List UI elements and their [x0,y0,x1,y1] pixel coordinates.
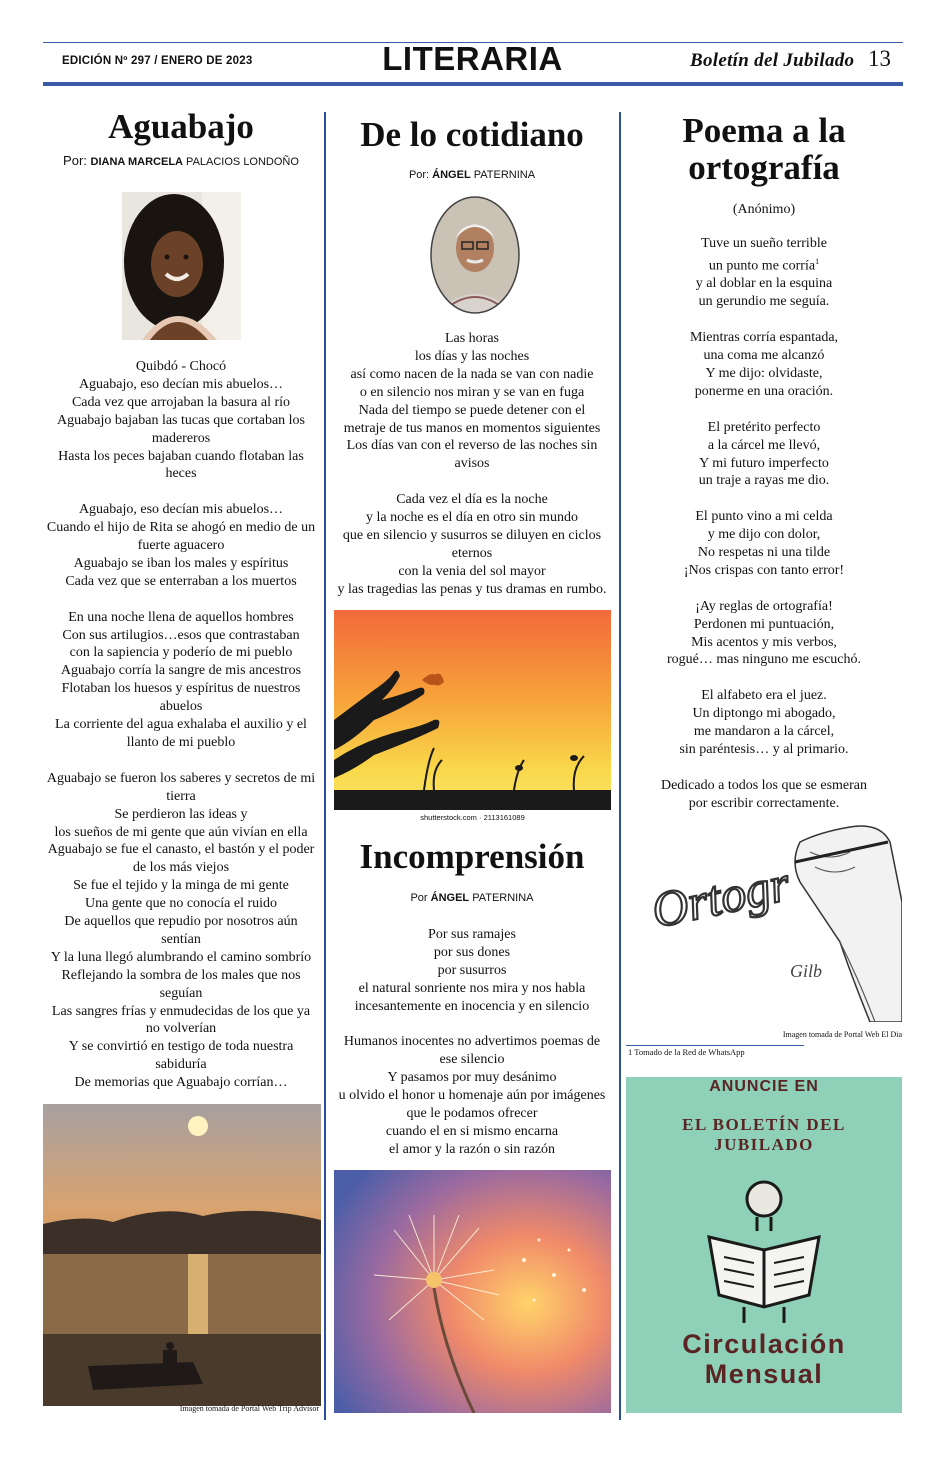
article-title-line2: ortografía [688,148,840,187]
poem-line: Tuve un sueño terrible [701,236,827,251]
article-title: De lo cotidiano [360,115,584,154]
page-number: 13 [868,46,891,71]
article-title: Incomprensión [359,837,585,876]
poem-line: El punto vino a mi celda [695,509,833,525]
poem-line: Dedicado a todos los que se esmeran [660,777,868,793]
ad-line3: JUBILADO [714,1135,814,1154]
poem-line: tierra [166,788,196,804]
poem-line: No respetas ni una tilde [697,545,831,561]
poem-line: no volverían [145,1021,217,1037]
poem-line: sentían [161,931,201,947]
poem-line: Cada vez que se enterraban a los muertos [65,573,297,589]
poem-line: Humanos inocentes no advertimos poemas de [343,1034,601,1050]
poem-line: fuerte aguacero [137,538,225,554]
poem-line: Aguabajo se fue el canasto, el bastón y el poder [47,842,315,858]
poem-line: cuando el en si mismo encarna [385,1123,559,1139]
poem-line: Mientras corría espantada, [689,330,839,346]
poem-line: Un diptongo mi abogado, [692,706,836,722]
poem-line: abuelos [159,699,203,715]
poem-line: un punto me corría$^1$ [708,256,820,274]
poem-line: Aguabajo, eso decían mis abuelos… [78,376,284,392]
stanza-gap [626,759,902,777]
ad-line5: Mensual [704,1359,824,1389]
poem-line: seguían [159,985,203,1001]
poem-line: Y mi futuro imperfecto [699,455,829,471]
stanza-gap [626,401,902,419]
article-incomprension [334,838,610,904]
poem-line: Perdonen mi puntuación, [693,616,835,632]
poem-line: Las horas [444,331,500,346]
stanza-gap [626,490,902,508]
stanza-gap [43,483,319,501]
article-author: (Anónimo) [732,202,796,217]
article-title: Aguabajo [108,107,254,146]
poem-line: heces [165,466,197,482]
ad-boletin[interactable] [626,1077,902,1413]
byline: Por: ÁNGEL PATERNINA [408,169,536,181]
poem-line: los sueños de mi gente que aún vivían en ella [54,824,308,840]
ad-line1: ANUNCIE EN [709,1078,819,1095]
poem-line: por susurros [437,962,507,978]
poem-line: Se fue el tejido y la minga de mi gente [73,878,289,894]
poem-line: rogué… mas ninguno me escuchó. [666,652,861,668]
image-caption: Imagen tomada de Portal Web El Dia [782,1030,902,1039]
stanza-gap [43,591,319,609]
poem-line: los días y las noches [414,348,530,364]
poem-line: Con sus artilugios…esos que contrastaban [62,627,300,643]
poem-line: a la cárcel me llevó, [707,437,821,453]
poem-line: eternos [451,545,493,561]
poem-line: el amor y la razón o sin razón [389,1141,555,1157]
sunset-river-photo [43,1104,321,1406]
poem-line: y al doblar en la esquina [695,276,833,292]
article-de-lo-cotidiano [334,116,610,181]
poem-line: de los más viejos [132,860,230,876]
column-divider [324,112,326,1420]
poem-line: metraje de tus manos en momentos siguientes [343,420,601,436]
poem-line: y me dijo con dolor, [707,527,821,543]
poem-aguabajo [43,358,319,1092]
byline: Por ÁNGEL PATERNINA [410,892,534,904]
poem-line: Se perdieron las ideas y [114,806,248,822]
poem-line: Aguabajo, eso decían mis abuelos… [78,502,284,518]
poem-line: un traje a rayas me dio. [698,473,830,489]
poem-line: En una noche llena de aquellos hombres [68,609,294,625]
poem-line: incesantemente en inocencia y en silencio [354,998,590,1014]
stanza-gap [626,669,902,687]
poem-line: sin paréntesis… y al primario. [679,741,849,757]
sunset-butterfly-image [334,610,611,810]
poem-line: Hasta los peces bajaban cuando flotaban las [58,448,304,464]
poem-line: Y se convirtió en testigo de toda nuestra [68,1039,294,1055]
poem-line: Aguabajo corría la sangre de mis ancestros [60,663,302,679]
poem-line: El alfabeto era el juez. [701,688,827,704]
poem-line: Cuando el hijo de Rita se ahogó en medio de un [46,520,316,536]
poem-line: Reflejando la sombra de los males que nos [61,967,301,983]
poem-line: ¡Nos crispas con tanto error! [683,562,845,578]
poem-ortografia [626,235,902,813]
poem-line: Aguabajo bajaban las tucas que cortaban los [56,412,306,428]
ad-line4: Circulación [682,1329,846,1359]
poem-line: con la sapiencia y poderío de mi pueblo [69,645,293,661]
edition-label: EDICIÓN Nº 297 / ENERO DE 2023 [62,55,253,67]
poem-line: Cada vez que arrojaban la basura al río [71,394,291,410]
article-poema-ortografia [626,112,902,218]
poem-line: así como nacen de la nada se van con nadie [350,366,594,382]
poem-line: Aguabajo se iban los males y espíritus [73,555,289,571]
poem-line: o en silencio nos miran y se van en fuga [359,384,585,400]
poem-line: el natural sonriente nos mira y nos habla [358,980,586,996]
poem-line: ¡Ay reglas de ortografía! [695,598,833,614]
author-photo [430,196,520,314]
poem-line: Una gente que no conocía el ruido [84,896,278,912]
poem-incomprension [334,926,610,1159]
poem-line: madereros [151,430,211,446]
poem-line: Las sangres frías y enmudecidas de los que ya [51,1003,311,1019]
photo-caption: Imagen tomada de Portal Web Trip Advisor [179,1404,319,1413]
poem-line: y las tragedias las penas y tus dramas en rumbo. [337,581,607,597]
poem-line: Aguabajo se fueron los saberes y secretos de mi [46,770,316,786]
article-title-line1: Poema a la [682,111,846,150]
author-photo [122,192,241,340]
image-credit: shutterstock.com · 2113161089 [420,813,525,822]
poem-line: me mandaron a la cárcel, [693,724,835,740]
stanza-gap [626,580,902,598]
ortografia-drawing [650,822,902,1022]
poem-line: y la noche es el día en otro sin mundo [366,510,578,526]
poem-line: llanto de mi pueblo [126,735,236,750]
poem-line: Mis acentos y mis verbos, [691,634,837,650]
poem-line: Y pasamos por muy desánimo [387,1070,557,1086]
dandelion-image [334,1170,611,1413]
poem-de-lo-cotidiano [334,330,610,599]
column-divider [619,112,621,1420]
poem-line: La corriente del agua exhalaba el auxilio y el [55,717,307,733]
poem-line: por escribir correctamente. [688,795,840,811]
poem-line: una coma me alcanzó [703,348,825,364]
poem-line: avisos [454,456,490,472]
poem-line: que le podamos ofrecer [406,1106,538,1122]
stanza-gap [334,1016,610,1034]
poem-line: El pretérito perfecto [707,419,821,435]
poem-line: Y la luna llegó alumbrando el camino sombrío [50,949,312,965]
footnote-rule [626,1045,804,1046]
header-bottom-rule [43,82,903,86]
poem-line: Los días van con el reverso de las noches sin [346,438,598,454]
poem-line: sabiduría [155,1057,207,1073]
article-aguabajo [43,108,319,168]
poem-line: Cada vez el día es la noche [396,492,548,508]
poem-line: que en silencio y susurros se diluyen en ciclos [342,527,602,543]
poem-line: ponerme en una oración. [694,383,834,399]
poem-line: De aquellos que repudio por nosotros aún [64,914,298,930]
footnote-marker: 1 [815,256,820,266]
poem-line: con la venia del sol mayor [398,563,546,579]
stanza-gap [626,311,902,329]
poem-line: u olvido el honor u homenaje aún por imágenes [338,1088,606,1104]
byline: Por: DIANA MARCELA PALACIOS LONDOÑO [63,153,299,168]
poem-line: De memorias que Aguabajo corrían… [74,1075,288,1091]
poem-line: un gerundio me seguía. [698,294,830,310]
poem-line: ese silencio [439,1052,505,1068]
poem-line: Por sus ramajes [428,927,516,942]
poem-line: Flotaban los huesos y espíritus de nuestros [61,681,301,697]
stanza-gap [334,473,610,491]
drawing-word: Ortogr [650,854,795,939]
brand-name: Boletín del Jubilado [690,50,855,71]
drawing-signature: Gilb [790,961,823,981]
poem-line: por sus dones [433,944,511,960]
stanza-gap [43,752,319,770]
section-title: LITERARIA [382,40,563,77]
poem-line: Nada del tiempo se puede detener con el [358,402,586,418]
ad-line2: EL BOLETÍN DEL [682,1115,846,1134]
poem-line: Quibdó - Chocó [135,359,227,374]
reading-man-icon [626,1175,902,1325]
footnote: 1 Tomado de la Red de WhatsApp [628,1047,745,1057]
poem-line: Y me dijo: olvidaste, [705,365,823,381]
